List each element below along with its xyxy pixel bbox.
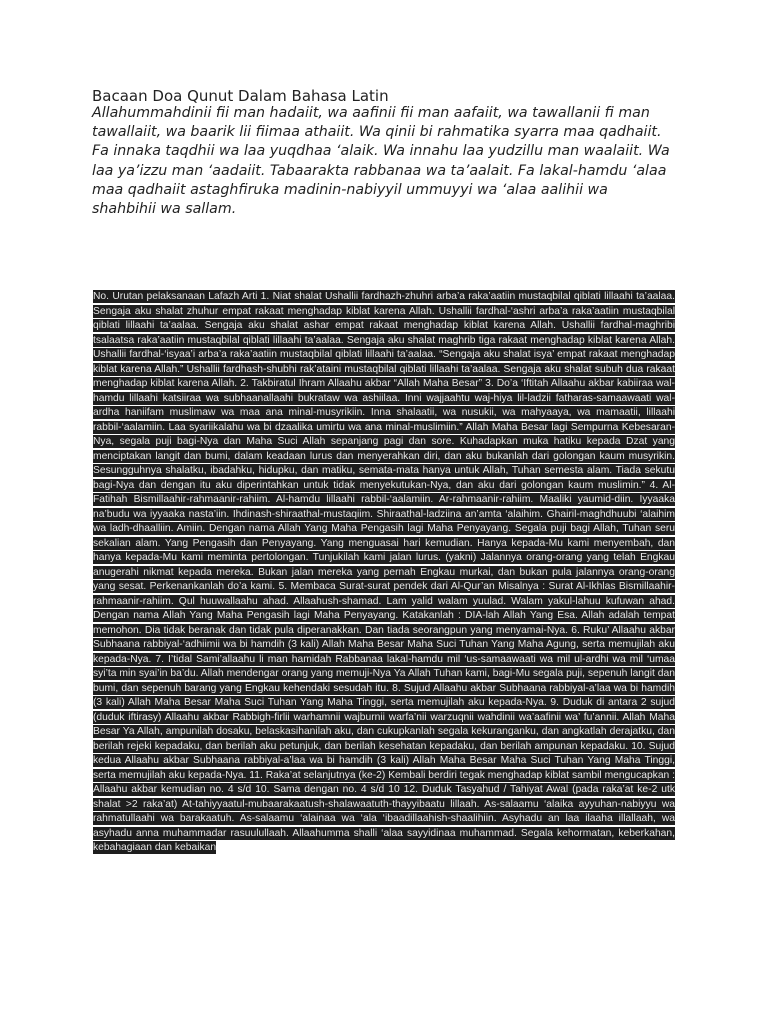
document-title: Bacaan Doa Qunut Dalam Bahasa Latin bbox=[92, 87, 389, 105]
qunut-latin-text: Allahummahdinii fii man hadaiit, wa aafinii fii man aafaiit, wa tawallanii fi man tawallaiit, wa baarik lii fiimaa athaiit. Wa qinii bi rahmatika syarra maa qadhaiit. Fa innaka taqdhii wa laa yuqdhaa ‘alaik. Wa innahu laa yudzillu man waalaiit. Wa laa ya’izzu man ‘aadaiit. Tabaarakta rabbanaa wa ta’aalait. Fa lakal-hamdu ‘alaa maa qadhaiit astaghfiruka madinin-nabiyyil ummuyyi wa ‘alaa aalihii wa shahbihii wa sallam. bbox=[92, 105, 670, 218]
prayer-steps-text-block[interactable] bbox=[93, 290, 675, 856]
selected-text[interactable]: No. Urutan pelaksanaan Lafazh Arti 1. Niat shalat Ushallii fardhazh-zhuhri arba’a raka’aatiin mustaqbilal qiblati lillaahi ta’aalaa. Sengaja aku shalat zhuhur empat rakaat menghadap kiblat karena Allah. Ushallii fardhal-‘ashri arba’a raka’aatiin mustaqbilal qiblati lillaahi ta’aalaa. Sengaja aku shalat ashar empat rakaat menghadap kiblat karena Allah. Ushallii fardhal-maghribi tsalaatsa raka’aatiin mustaqbilal qiblati lillaahi ta’aalaa. Sengaja aku shalat maghrib tiga rakaat menghadap kiblat karena Allah. Ushallii fardhal-‘isyaa’i arba’a raka’aatiin mustaqbilal qiblati lillaahi ta’aalaa. “Sengaja aku shalat isya’ empat rakaat menghadap kiblat karena Allah.” Ushallii fardhash-shubhi rak’ataini mustaqbilal qiblati lillaahi ta’aalaa. Sengaja aku shalat subuh dua rakaat menghadap kiblat karena Allah. 2. Takbiratul Ihram Allaahu akbar “Allah Maha Besar” 3. Do’a ‘Iftitah Allaahu akbar kabiiraa wal-hamdu lillaahi katsiiraa wa subhaanallaahi bukrataw wa ashiilaa. Inni wajjaahtu waj-hiya lil-ladzii fatharas-samaawaati wal-ardha haniifam muslimaw wa maa ana minal-musyrikiin. Inna shalaatii, wa nusukii, wa mahyaaya, wa mamaatii, lillaahi rabbil-‘aalamiin. Laa syariikalahu wa bi dzaalika umirtu wa ana minal-muslimiin.” Allah Maha Besar lagi Sempurna Kebesaran-Nya, segala puji bagi-Nya dan Maha Suci Allah sepanjang pagi dan sore. Kuhadapkan muka hatiku kepada Dzat yang menciptakan langit dan bumi, dalam keadaan lurus dan menyerahkan diri, dan aku bukanlah dari golongan kaum musyrikin. Sesungguhnya shalatku, ibadahku, hidupku, dan matiku, semata-mata hanya untuk Allah, Tuhan semesta alam. Tiada sekutu bagi-Nya dan dengan itu aku diperintahkan untuk tidak menyekutukan-Nya, dan aku dari golongan kaum muslimin.” 4. Al-Fatihah Bismillaahir-rahmaanir-rahiim. Al-hamdu lillaahi rabbil-‘aalamiin. Ar-rahmaanir-rahiim. Maaliki yaumid-diin. Iyyaaka na’budu wa iyyaaka nasta’iin. Ihdinash-shiraathal-mustaqiim. Shiraathal-ladziina an’amta ‘alaihim. Ghairil-maghdhuubi ‘alaihim wa ladh-dhaalliin. Amiin. Dengan nama Allah Yang Maha Pengasih lagi Maha Penyayang. Segala puji bagi Allah, Tuhan seru sekalian alam. Yang Pengasih dan Penyayang. Yang menguasai hari kemudian. Hanya kepada-Mu kami menyembah, dan hanya kepada-Mu kami meminta pertolongan. Tunjukilah kami jalan lurus. (yakni) Jalannya orang-orang yang telah Engkau anugerahi nikmat kepada mereka. Bukan jalan mereka yang pernah Engkau murkai, dan bukan pula jalannya orang-orang yang sesat. Perkenankanlah do’a kami. 5. Membaca Surat-surat pendek dari Al-Qur’an Misalnya : Surat Al-Ikhlas Bismillaahir-rahmaanir-rahiim. Qul huuwallaahu ahad. Allaahush-shamad. Lam yalid walam yuulad. Walam yakul-lahuu kufuwan ahad. Dengan nama Allah Yang Maha Pengasih lagi Maha Penyayang. Katakanlah : DIA-lah Allah Yang Esa. Allah adalah tempat memohon. Dia tidak beranak dan tidak pula diperanakkan. Dan tiada seorangpun yang menyamai-Nya. 6. Ruku’ Allaahu akbar Subhaana rabbiyal-‘adhiimii wa bi hamdih (3 kali) Allah Maha Besar Maha Suci Tuhan Yang Maha Agung, serta memujilah aku kepada-Nya. 7. I’tidal Sami’allaahu li man hamidah Rabbanaa lakal-hamdu mil ‘us-samaawaati wa mil ul-ardhi wa mil ‘umaa syi’ta min syai’in ba’du. Allah mendengar orang yang memuji-Nya Ya Allah Tuhan kami, bagi-Mu segala puji, sepenuh langit dan bumi, dan sepenuh barang yang Engkau kehendaki sesudah itu. 8. Sujud Allaahu akbar Subhaana rabbiyal-a’laa wa bi hamdih (3 kali) Allah Maha Besar Maha Suci Tuhan Yang Maha Tinggi, serta memujilah aku kepada-Nya. 9. Duduk di antara 2 sujud (duduk iftirasy) Allaahu akbar Rabbigh-firlii warhamnii wajburnii warfa’nii warzuqnii wahdinii wa’aafinii wa’ fu’annii. Allah Maha Besar Ya Allah, ampunilah dosaku, belaskasihanilah aku, dan cukupkanlah segala kekuranganku, dan angkatlah derajatku, dan berilah rejeki kepadaku, dan berilah aku petunjuk, dan berilah kesehatan kepadaku, dan berilah ampunan kepadaku. 10. Sujud kedua Allaahu akbar Subhaana rabbiyal-a’laa wa bi hamdih (3 kali) Allah Maha Besar Maha Suci Tuhan Yang Maha Tinggi, serta memujilah aku kepada-Nya. 11. Raka’at selanjutnya (ke-2) Kembali berdiri tegak menghadap kiblat sambil mengucapkan : Allaahu akbar kemudian no. 4 s/d 10. Sama dengan no. 4 s/d 10 12. Duduk Tasyahud / Tahiyat Awal (pada raka’at ke-2 utk shalat >2 raka’at) At-tahiyyaatul-mubaarakaatush-shalawaatuth-thayyibaatu lillaah. As-salaamu ‘alaika ayyuhan-nabiyyu wa rahmatullaahi wa barakaatuh. As-salaamu ‘alainaa wa ‘ala ‘ibaadillaahish-shaalihiin. Asyhadu an laa ilaaha illallaah, wa asyhadu anna muhammadar rasuulullaah. Allaahumma shalli ‘alaa sayyidinaa muhammad. Segala kehormatan, keberkahan, kebahagiaan dan kebaikan bbox=[93, 291, 675, 853]
